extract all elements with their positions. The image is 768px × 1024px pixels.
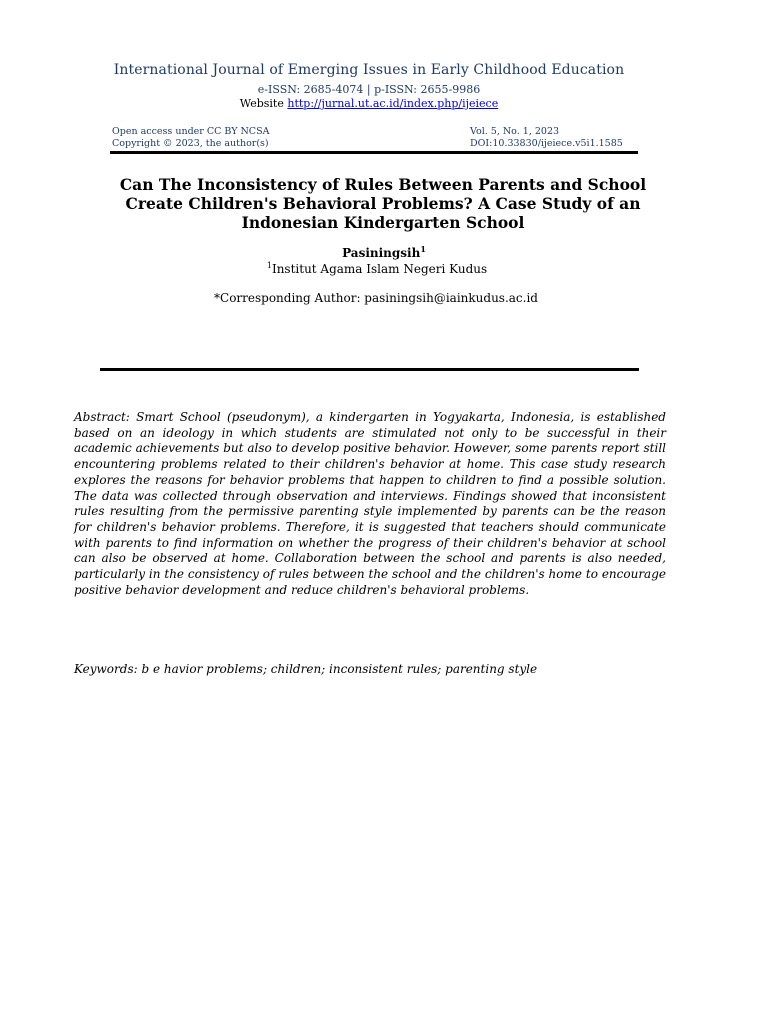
- paper-title: [100, 175, 666, 232]
- keywords-label: Keywords:: [74, 662, 138, 676]
- title-line: Can The Inconsistency of Rules Between Parents and School: [119, 175, 647, 194]
- doi-text: DOI:10.33830/ijeiece.v5i1.1585: [470, 138, 623, 149]
- copyright-text: Copyright © 2023, the author(s): [112, 138, 269, 149]
- keywords: [74, 662, 674, 676]
- title-line: Create Children's Behavioral Problems? A Case Study of an: [125, 194, 641, 213]
- header-divider: [110, 151, 638, 154]
- website-line: [0, 97, 738, 110]
- license-text: Open access under CC BY NCSA: [112, 126, 270, 137]
- abstract-label: Abstract:: [74, 410, 130, 424]
- license-block: [112, 126, 269, 150]
- corresponding-author: *Corresponding Author: pasiningsih@iainkudus.ac.id: [214, 291, 538, 305]
- abstract-text: Smart School (pseudonym), a kindergarten in Yogyakarta, Indonesia, is established based on an ideology in which students are stimulated not only to be successful in their academic achievements but also to develop positive behavior. However, some parents report still encountering problems related to their children's behavior at home. This case study research explores the reasons for behavior problems that happen to children to find a possible solution. The data was collected through observation and interviews. Findings showed that inconsistent rules resulting from the permissive parenting style implemented by parents can be the reason for children's behavior problems. Therefore, it is suggested that teachers should communicate with parents to find information on whether the progress of their children's behavior at school can also be observed at home. Collaboration between the school and parents is also needed, particularly in the consistency of rules between the school and the children's home to encourage positive behavior development and reduce children's behavioral problems.: [74, 410, 666, 597]
- issn-line: e-ISSN: 2685-4074 | p-ISSN: 2655-9986: [257, 83, 481, 96]
- journal-title: International Journal of Emerging Issues in Early Childhood Education: [113, 62, 625, 78]
- affiliation-text: Institut Agama Islam Negeri Kudus: [271, 262, 488, 276]
- website-link[interactable]: http://jurnal.ut.ac.id/index.php/ijeiece: [287, 97, 499, 110]
- abstract: [74, 410, 666, 598]
- keywords-text: b e havior problems; children; inconsistent rules; parenting style: [137, 662, 538, 676]
- author-superscript: 1: [420, 244, 426, 254]
- title-line: Indonesian Kindergarten School: [241, 213, 525, 232]
- volume-text: Vol. 5, No. 1, 2023: [470, 126, 560, 137]
- author-text: Pasiningsih: [342, 246, 421, 260]
- volume-block: [470, 126, 623, 150]
- title-divider: [100, 368, 639, 371]
- affiliation: [0, 262, 754, 276]
- affiliation-superscript: 1: [266, 261, 272, 270]
- website-label: Website: [239, 97, 288, 110]
- author-name: [0, 246, 768, 260]
